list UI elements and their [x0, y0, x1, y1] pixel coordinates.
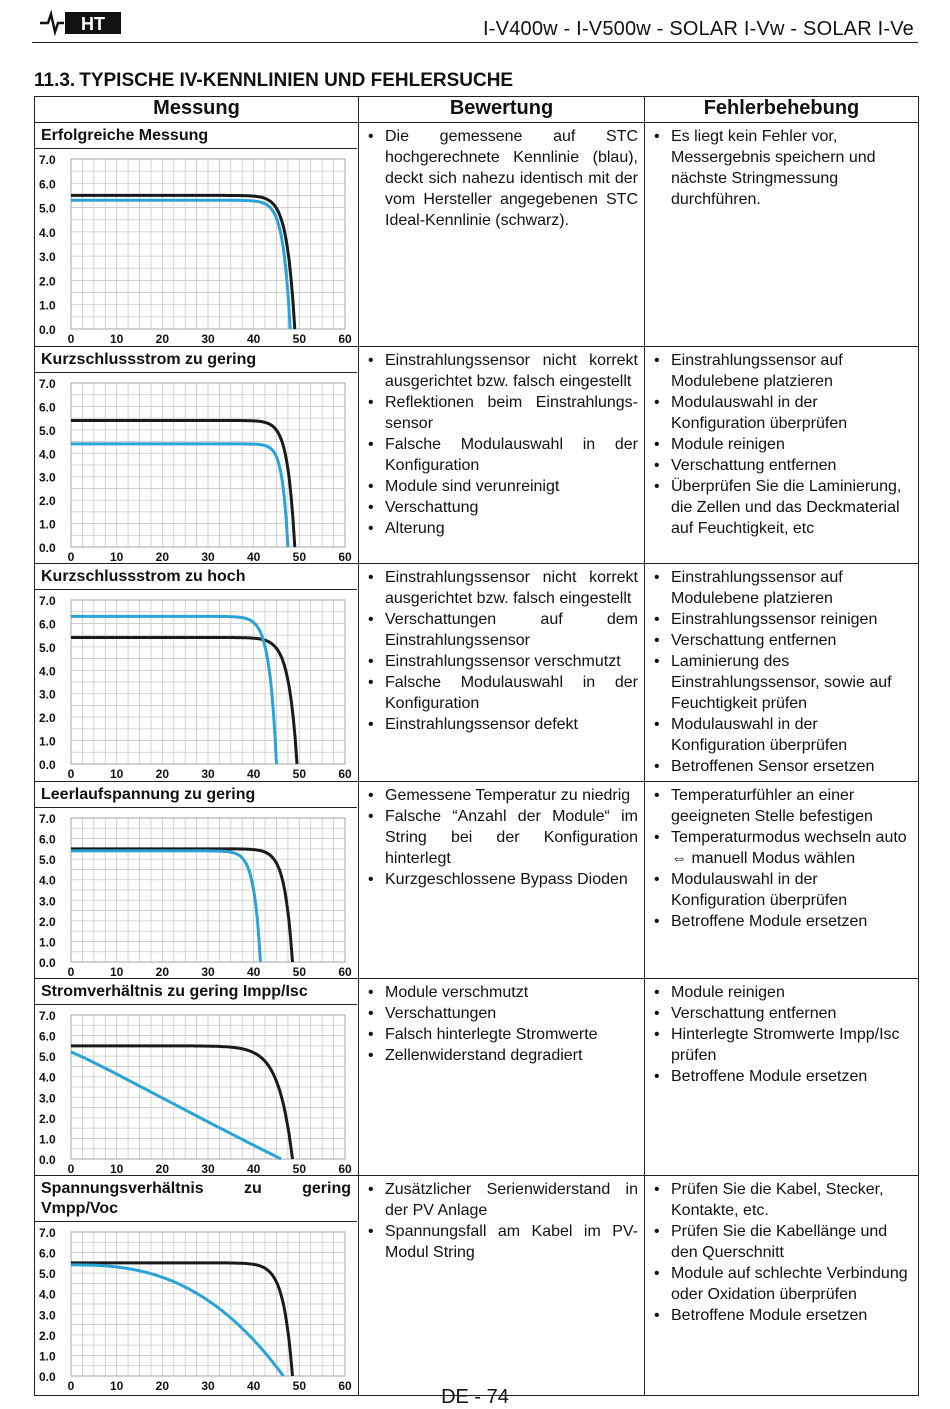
- evaluation-item: • Verschattungen auf dem Einstrahlungssensor: [365, 609, 638, 651]
- y-tick-label: 5.0: [39, 1267, 56, 1282]
- x-tick-label: 30: [201, 332, 215, 345]
- y-tick-label: 1.0: [39, 1132, 56, 1147]
- troubleshooting-item: • Modulauswahl in der Konfiguration überprüfen: [651, 714, 912, 756]
- y-tick-label: 2.0: [39, 494, 56, 509]
- troubleshooting-item: • Temperaturfühler an einer geeigneten Stelle befestigen: [651, 785, 912, 827]
- y-tick-label: 3.0: [39, 894, 56, 909]
- x-tick-label: 40: [246, 1162, 261, 1175]
- y-tick-label: 3.0: [39, 687, 56, 702]
- evaluation-item: • Verschattung: [365, 497, 638, 518]
- measurement-cell: [35, 1176, 359, 1396]
- evaluation-item: • Spannungsfall am Kabel im PV-Modul String: [365, 1221, 638, 1263]
- x-tick-label: 60: [338, 332, 352, 345]
- evaluation-item: • Einstrahlungssensor defekt: [365, 714, 638, 735]
- x-tick-label: 40: [246, 1379, 261, 1392]
- ht-logo: [38, 10, 124, 36]
- iv-curve-chart: [35, 1222, 355, 1392]
- measurement-title: Stromverhältnis zu gering Impp/Isc: [35, 979, 357, 1005]
- x-tick-label: 30: [201, 1379, 215, 1392]
- y-tick-label: 6.0: [39, 400, 56, 415]
- evaluation-item: • Zusätzlicher Serienwiderstand in der PV Anlage: [365, 1179, 638, 1221]
- x-tick-label: 40: [246, 550, 261, 563]
- troubleshooting-item: • Verschattung entfernen: [651, 1003, 912, 1024]
- logo-text: HT: [81, 14, 105, 34]
- troubleshooting-item: • Modulauswahl in der Konfiguration überprüfen: [651, 869, 912, 911]
- measurement-cell: [35, 123, 359, 347]
- x-tick-label: 0: [67, 965, 75, 978]
- reference-curve-black: [71, 195, 295, 329]
- troubleshooting-item: • Module reinigen: [651, 434, 912, 455]
- x-tick-label: 0: [67, 1162, 75, 1175]
- measurement-cell: [35, 979, 359, 1176]
- troubleshooting-item: • Einstrahlungssensor auf Modulebene platzieren: [651, 350, 912, 392]
- x-tick-label: 0: [67, 550, 75, 563]
- y-tick-label: 4.0: [39, 873, 56, 888]
- x-tick-label: 40: [246, 767, 261, 780]
- evaluation-item: • Falsch hinterlegte Stromwerte: [365, 1024, 638, 1045]
- y-tick-label: 6.0: [39, 832, 56, 847]
- page-header: [32, 6, 918, 43]
- reference-curve-black: [71, 1046, 293, 1159]
- y-tick-label: 6.0: [39, 1029, 56, 1044]
- evaluation-item: • Falsche “Anzahl der Module“ im String bei der Konfiguration hinterlegt: [365, 806, 638, 869]
- evaluation-item: • Reflektionen beim Einstrahlungs- sensor: [365, 392, 638, 434]
- measurement-cell: [35, 564, 359, 782]
- x-tick-label: 60: [338, 1162, 352, 1175]
- y-tick-label: 2.0: [39, 1328, 56, 1343]
- y-tick-label: 2.0: [39, 711, 56, 726]
- table-row: [35, 782, 919, 979]
- y-tick-label: 4.0: [39, 664, 56, 679]
- y-tick-label: 7.0: [39, 812, 56, 826]
- x-tick-label: 60: [338, 767, 352, 780]
- troubleshooting-item: • Betroffene Module ersetzen: [651, 1066, 912, 1087]
- x-tick-label: 30: [201, 1162, 215, 1175]
- x-tick-label: 30: [201, 767, 215, 780]
- y-tick-label: 1.0: [39, 1349, 56, 1364]
- y-tick-label: 3.0: [39, 1308, 56, 1323]
- y-tick-label: 0.0: [39, 1370, 56, 1384]
- troubleshooting-item: • Module reinigen: [651, 982, 912, 1003]
- y-tick-label: 7.0: [39, 1226, 56, 1240]
- measurement-cell: [35, 782, 359, 979]
- measurement-title: Kurzschlussstrom zu hoch: [35, 564, 357, 590]
- x-tick-label: 50: [292, 332, 307, 345]
- y-tick-label: 5.0: [39, 1050, 56, 1065]
- x-tick-label: 50: [292, 1379, 307, 1392]
- troubleshooting-item: • Prüfen Sie die Kabel, Stecker, Kontakte, etc.: [651, 1179, 912, 1221]
- x-tick-label: 20: [155, 1379, 170, 1392]
- column-header-bewertung: Bewertung: [359, 97, 645, 123]
- troubleshooting-item: • Betroffene Module ersetzen: [651, 911, 912, 932]
- evaluation-item: • Die gemessene auf STC hochgerechnete Kennlinie (blau), deckt sich nahezu identisch mit der vom Hersteller angegebenen STC Ideal-Kennlinie (schwarz).: [365, 126, 638, 231]
- x-tick-label: 40: [246, 965, 261, 978]
- evaluation-item: • Module verschmutzt: [365, 982, 638, 1003]
- iv-curve-chart: [35, 1005, 355, 1175]
- troubleshooting-cell: [645, 1176, 919, 1396]
- measurement-title: Leerlaufspannung zu gering: [35, 782, 357, 808]
- troubleshooting-item: • Verschattung entfernen: [651, 630, 912, 651]
- iv-curve-chart: [35, 149, 355, 345]
- y-tick-label: 4.0: [39, 1287, 56, 1302]
- evaluation-item: • Gemessene Temperatur zu niedrig: [365, 785, 638, 806]
- table-row: [35, 123, 919, 347]
- y-tick-label: 5.0: [39, 423, 56, 438]
- evaluation-cell: [359, 782, 645, 979]
- troubleshooting-cell: [645, 347, 919, 564]
- reference-curve-black: [71, 421, 295, 548]
- x-tick-label: 0: [67, 332, 75, 345]
- evaluation-item: • Alterung: [365, 518, 638, 539]
- x-tick-label: 50: [292, 965, 307, 978]
- x-tick-label: 60: [338, 1379, 352, 1392]
- page-number: DE - 74: [441, 1386, 509, 1408]
- y-tick-label: 7.0: [39, 1009, 56, 1023]
- x-tick-label: 0: [67, 767, 75, 780]
- x-tick-label: 10: [109, 550, 124, 563]
- x-tick-label: 20: [155, 1162, 170, 1175]
- diagnosis-table: [34, 96, 919, 1396]
- measurement-cell: [35, 347, 359, 564]
- troubleshooting-item: • Betroffene Module ersetzen: [651, 1305, 912, 1326]
- section-heading: [34, 70, 513, 92]
- y-tick-label: 0.0: [39, 541, 56, 555]
- evaluation-cell: [359, 979, 645, 1176]
- measured-curve-blue: [71, 1265, 283, 1376]
- x-tick-label: 60: [338, 550, 352, 563]
- y-tick-label: 4.0: [39, 1070, 56, 1085]
- evaluation-item: • Falsche Modulauswahl in der Konfiguration: [365, 434, 638, 476]
- iv-curve-chart: [35, 590, 355, 780]
- evaluation-item: • Module sind verunreinigt: [365, 476, 638, 497]
- x-tick-label: 10: [109, 965, 124, 978]
- y-tick-label: 1.0: [39, 517, 56, 532]
- y-tick-label: 3.0: [39, 470, 56, 485]
- x-tick-label: 0: [67, 1379, 75, 1392]
- troubleshooting-item: • Laminierung des Einstrahlungssensor, sowie auf Feuchtigkeit prüfen: [651, 651, 912, 714]
- y-tick-label: 2.0: [39, 914, 56, 929]
- x-tick-label: 10: [109, 1162, 124, 1175]
- y-tick-label: 0.0: [39, 323, 56, 337]
- measured-curve-blue: [71, 1052, 281, 1159]
- troubleshooting-item: • Temperaturmodus wechseln auto ⇔ manuell Modus wählen: [651, 827, 912, 869]
- x-tick-label: 10: [109, 332, 124, 345]
- table-header-row: [35, 97, 919, 123]
- table-row: [35, 347, 919, 564]
- evaluation-cell: [359, 347, 645, 564]
- x-tick-label: 30: [201, 550, 215, 563]
- measured-curve-blue: [71, 851, 261, 962]
- y-tick-label: 0.0: [39, 956, 56, 970]
- table-row: [35, 564, 919, 782]
- y-tick-label: 3.0: [39, 250, 56, 265]
- evaluation-cell: [359, 564, 645, 782]
- x-tick-label: 20: [155, 767, 170, 780]
- column-header-messung: Messung: [35, 97, 359, 123]
- evaluation-item: • Einstrahlungssensor verschmutzt: [365, 651, 638, 672]
- troubleshooting-cell: [645, 564, 919, 782]
- x-tick-label: 50: [292, 550, 307, 563]
- y-tick-label: 4.0: [39, 447, 56, 462]
- troubleshooting-item: • Modulauswahl in der Konfiguration überprüfen: [651, 392, 912, 434]
- section-number: 11.3.: [34, 70, 76, 91]
- table-row: [35, 1176, 919, 1396]
- y-tick-label: 5.0: [39, 640, 56, 655]
- evaluation-cell: [359, 123, 645, 347]
- x-tick-label: 30: [201, 965, 215, 978]
- document-title: I-V400w - I-V500w - SOLAR I-Vw - SOLAR I-Ve: [483, 18, 914, 40]
- column-header-fehlerbehebung: Fehlerbehebung: [645, 97, 919, 123]
- x-tick-label: 10: [109, 1379, 124, 1392]
- y-tick-label: 7.0: [39, 594, 56, 608]
- troubleshooting-item: • Einstrahlungssensor reinigen: [651, 609, 912, 630]
- troubleshooting-item: • Einstrahlungssensor auf Modulebene platzieren: [651, 567, 912, 609]
- measurement-title: Erfolgreiche Messung: [35, 123, 357, 149]
- y-tick-label: 6.0: [39, 177, 56, 192]
- y-tick-label: 1.0: [39, 298, 56, 313]
- x-tick-label: 20: [155, 965, 170, 978]
- x-tick-label: 40: [246, 332, 261, 345]
- troubleshooting-item: • Hinterlegte Stromwerte Impp/Isc prüfen: [651, 1024, 912, 1066]
- evaluation-item: • Verschattungen: [365, 1003, 638, 1024]
- evaluation-item: • Einstrahlungssensor nicht korrekt ausgerichtet bzw. falsch eingestellt: [365, 350, 638, 392]
- y-tick-label: 2.0: [39, 274, 56, 289]
- y-tick-label: 0.0: [39, 1153, 56, 1167]
- troubleshooting-cell: [645, 123, 919, 347]
- section-title: TYPISCHE IV-KENNLINIEN UND FEHLERSUCHE: [79, 70, 514, 91]
- troubleshooting-cell: [645, 782, 919, 979]
- troubleshooting-cell: [645, 979, 919, 1176]
- evaluation-item: • Zellenwiderstand degradiert: [365, 1045, 638, 1066]
- table-row: [35, 979, 919, 1176]
- y-tick-label: 6.0: [39, 1246, 56, 1261]
- y-tick-label: 6.0: [39, 617, 56, 632]
- y-tick-label: 5.0: [39, 853, 56, 868]
- measurement-title: Spannungsverhältnis zu gering Vmpp/Voc: [35, 1176, 357, 1222]
- y-tick-label: 0.0: [39, 758, 56, 772]
- y-tick-label: 2.0: [39, 1111, 56, 1126]
- y-tick-label: 5.0: [39, 201, 56, 216]
- troubleshooting-item: • Prüfen Sie die Kabellänge und den Querschnitt: [651, 1221, 912, 1263]
- measurement-title: Kurzschlussstrom zu gering: [35, 347, 357, 373]
- x-tick-label: 50: [292, 767, 307, 780]
- evaluation-item: • Einstrahlungssensor nicht korrekt ausgerichtet bzw. falsch eingestellt: [365, 567, 638, 609]
- y-tick-label: 7.0: [39, 377, 56, 391]
- y-tick-label: 1.0: [39, 935, 56, 950]
- iv-curve-chart: [35, 808, 355, 978]
- y-tick-label: 1.0: [39, 734, 56, 749]
- x-tick-label: 60: [338, 965, 352, 978]
- measured-curve-blue: [71, 444, 288, 547]
- troubleshooting-item: • Es liegt kein Fehler vor, Messergebnis speichern und nächste Stringmessung durchführen.: [651, 126, 912, 210]
- reference-curve-black: [71, 1263, 293, 1376]
- x-tick-label: 50: [292, 1162, 307, 1175]
- troubleshooting-item: • Überprüfen Sie die Laminierung, die Zellen und das Deckmaterial auf Feuchtigkeit, etc: [651, 476, 912, 539]
- y-tick-label: 4.0: [39, 225, 56, 240]
- x-tick-label: 20: [155, 332, 170, 345]
- x-tick-label: 10: [109, 767, 124, 780]
- troubleshooting-item: • Verschattung entfernen: [651, 455, 912, 476]
- y-tick-label: 7.0: [39, 153, 56, 167]
- evaluation-item: • Kurzgeschlossene Bypass Dioden: [365, 869, 638, 890]
- evaluation-cell: [359, 1176, 645, 1396]
- y-tick-label: 3.0: [39, 1091, 56, 1106]
- evaluation-item: • Falsche Modulauswahl in der Konfiguration: [365, 672, 638, 714]
- troubleshooting-item: • Betroffenen Sensor ersetzen: [651, 756, 912, 777]
- iv-curve-chart: [35, 373, 355, 563]
- x-tick-label: 20: [155, 550, 170, 563]
- troubleshooting-item: • Module auf schlechte Verbindung oder Oxidation überprüfen: [651, 1263, 912, 1305]
